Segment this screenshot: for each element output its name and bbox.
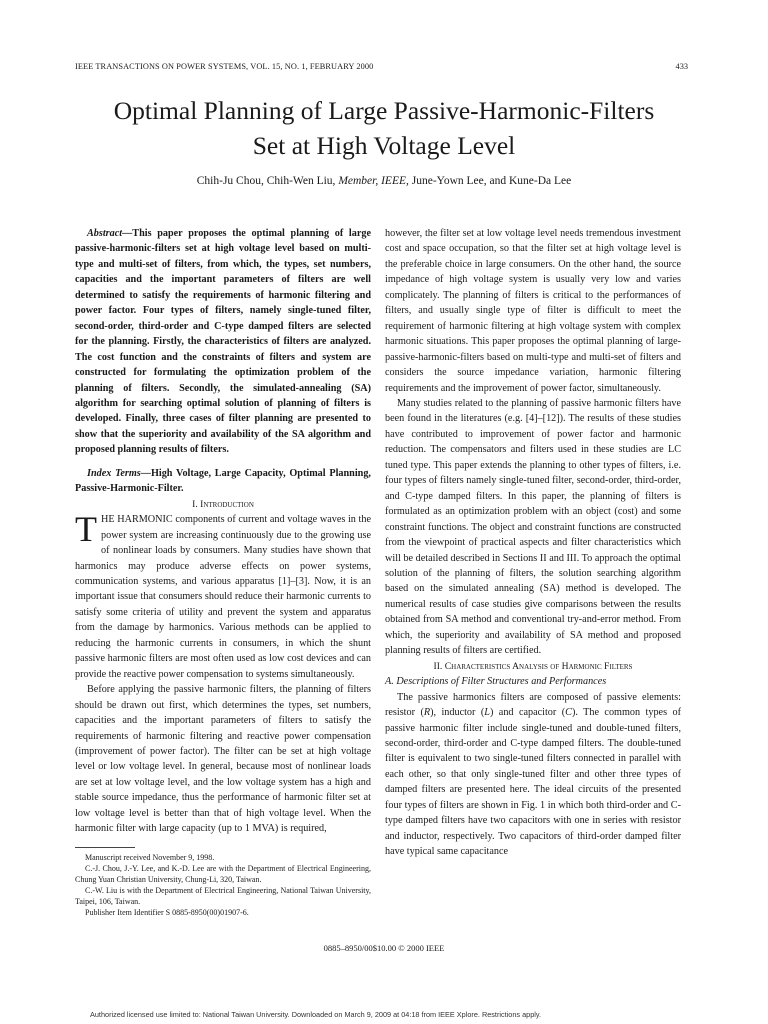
running-header: IEEE TRANSACTIONS ON POWER SYSTEMS, VOL. 15, NO. 1, FEBRUARY 2000 [75,62,374,71]
right-column [385,226,681,860]
section-heading-introduction: I. Introduction [192,498,254,510]
title-line-2: Set at High Voltage Level [252,131,516,160]
authors-member: Member, IEEE, [338,175,409,187]
index-terms-text: High Voltage, Large Capacity, Optimal Planning, Passive-Harmonic-Filter. [75,467,371,495]
intro-paragraph-1: THE HARMONIC components of current and voltage waves in the power system are increasing continuously due to the growing use of nonlinear loads by consumers. Many studies have shown that harmonics may produce adverse effects on power systems, communication systems, and various apparatus [1]–[3]. Now, it is an important issue that consumers should reduce their harmonic currents to satisfy some criteria of utility and prevent the system and apparatus from the damage by harmonics. Various methods can be applied to reducing the harmonic currents in consumers, in which the shunt passive harmonic filters are most often used as low cost devices and can provide the reactive power compensation to systems simultaneously. [75,509,371,680]
footnote-divider [75,847,135,848]
author-list [40,175,728,187]
authors-part-a: Chih-Ju Chou, Chih-Wen Liu, [196,175,336,187]
footnote-received: Manuscript received November 9, 1998. [85,852,215,862]
authors-part-b: June-Yown Lee, and Kune-Da Lee [411,175,572,187]
drop-cap: T [75,509,97,550]
subsection-heading-a: A. Descriptions of Filter Structures and Performances [385,676,607,688]
title-line-1: Optimal Planning of Large Passive-Harmonic-Filters [113,96,655,125]
abstract-label: Abstract— [87,228,133,239]
footnote-affiliation-2: C.-W. Liu is with the Department of Electrical Engineering, National Taiwan University, Taipei, 106, Taiwan. [75,885,371,906]
section2-paragraph-1: The passive harmonics filters are composed of passive elements: resistor (R), inductor (L) and capacitor (C). The common types of passive harmonic filter include single-tuned and double-tuned filters, second-order, third-order and C-type damped filters. The double-tuned filter is equivalent to two single-tuned filters connected in parallel with each other, so that only single-tuned filter and other three types of damped filters are presented here. The ideal circuits of the presented four types of filters are shown in Fig. 1 in which both third-order and C-type damped filters have two capacitors with one in series with resistor and inductor, respectively. Two capacitors of third-order damped filter have typical same capacitance [385,691,681,858]
footnote-affiliation-1: C.-J. Chou, J.-Y. Lee, and K.-D. Lee are with the Department of Electrical Engineering, Chung Yuan Christian University, Chung-Li, 320, Taiwan. [75,863,371,884]
footnote-publisher-id: Publisher Item Identifier S 0885-8950(00)01907-6. [85,907,249,917]
copyright-line: 0885–8950/00$10.00 © 2000 IEEE [323,943,445,953]
intro-paragraph-3: however, the filter set at low voltage level needs tremendous investment cost and space occupation, so that the filter set at high voltage level is the preferable choice in large consumers. On the other hand, the source impedance of high voltage system is usually very low and varies complicately. The planning of filters is critical to the performances of filters, and usually single type of filter is difficult to meet the requirement of harmonic filtering at high voltage system with complex harmonic situations. This paper proposes the optimal planning of large-passive-harmonic-filters based on multi-type and multi-set of filters and considers the source impedance variation, harmonic filtering requirements and the improvement of power factor, simultaneously. [385,228,681,394]
left-column [75,226,371,918]
intro-lead: HE HARMONIC [101,514,173,526]
page-number: 433 [675,62,688,71]
section-heading-characteristics: II. Characteristics Analysis of Harmonic Filters [433,660,633,672]
index-terms-label: Index Terms— [87,467,151,479]
index-terms [75,466,371,497]
abstract [75,226,371,458]
abstract-text: This paper proposes the optimal planning of large passive-harmonic-filters set at high voltage level based on multi-type and multi-set of filters, from which, the types, set numbers, capacities and the important parameters of filters are well determined to satisfy the requirements of harmonic filtering and power factor. Four types of filters, namely single-tuned filter, second-order, third-order and C-type damped filters are selected for the planning. Firstly, the characteristics of filters are analyzed. The cost function and the constraints of filters and system are constructed for formulating the optimization problem of the planning of filters. Secondly, the simulated-annealing (SA) algorithm for searching optimal solution of planning of filters is developed. Finally, three cases of filter planning are presented to show that the superiority and availability of the SA algorithm and proposed planning results of filters. [75,228,371,456]
paper-title [40,93,728,163]
license-notice: Authorized licensed use limited to: National Taiwan University. Downloaded on March 9, 2009 at 04:18 from IEEE Xplore. Restrictions apply. [90,1010,542,1019]
intro-paragraph-4: Many studies related to the planning of passive harmonic filters have been found in the literatures (e.g. [4]–[12]). The results of these studies have contributed to improvement of power factor and harmonic reduction. The compensators and filters used in these studies are LC tuned type. This paper extends the planning to other types of filters, i.e. four types of filters namely single-tuned filter, second-order, third-order, and C-type damped filters. In this paper, the planning of filters is formulated as an optimization problem with an object (cost) and some constraint functions. The object and constraint functions are constructed from the viewpoint of practical aspects and filter characteristics which will be detailed described in Sections II and III. To approach the optimal solution of the planning of filters, the solution searching algorithm based on the simulated annealing (SA) method is developed. The numerical results of case studies give comparisons between the results obtained from SA method and conventional try-and-error method. From which, the superiority and availability of SA method and proposed planning results of filters are certified. [385,397,681,657]
intro-paragraph-2: Before applying the passive harmonic filters, the planning of filters should be drawn out first, which determines the types, set numbers, capacities and the important parameters of filters to satisfy the requirements of harmonic filtering and reactive power compensation (improvement of power factor). The filter can be set at high voltage level or low voltage level. In general, because most of nonlinear loads are set at low voltage level, and the low voltage system has a high and stable source impedance, thus the performance of harmonic filter set at low voltage level is better than that of high voltage level. When the harmonic filter with large capacity (up to 1 MVA) is required, [75,684,371,835]
